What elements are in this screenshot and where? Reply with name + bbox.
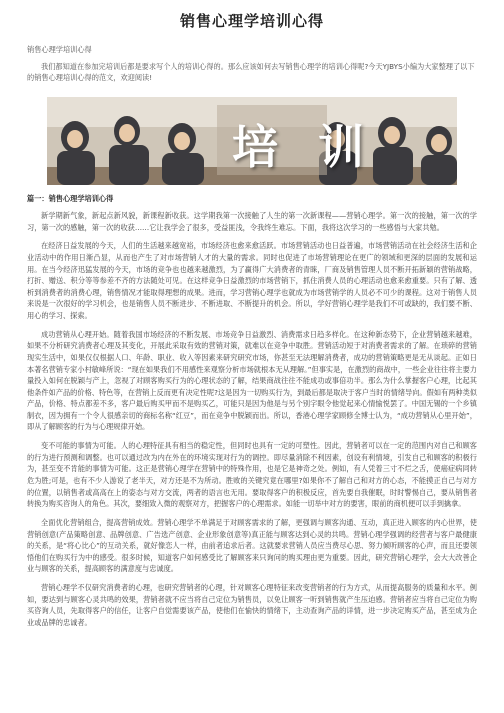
body-paragraphs	[27, 210, 477, 629]
body-paragraph: 营销心理学不仅研究消费者的心理，也研究营销者的心理，针对顾客心理特征来改变营销者的行为方式，从而提高服务的质量和水平。例如，要达到与顾客心灵共鸣的效果，营销者就不应当将自己定位为销售员，以免让顾客一听到销售就产生压迫感。营销者应当将自己定位为购买咨询人员，先取得客户的信任，让客户自觉需要该产品，使他们在愉快的情绪下，主动查询产品的详情，进一步决定购买产品，甚至成为企业或品牌的忠诚者。	[27, 583, 477, 627]
body-paragraph: 成功营销从心理开始。随着我国市场经济的不断发展、市场竞争日益激烈、消费需求日趋多样化。在这种新态势下，企业营销越来越难，如果不分析研究消费者心理及其变化，开展此采取有效的营销对策，就难以在竞争中取胜。营销活动短于对消费者需求的了解。在琐碎的营销现实生活中，如果仅仅根据人口、年龄、职业、收入等因素来研究研究市场，你甚至无法理解消费者，成功的营销策略更是无从谈起。正如日本著名营销专家小村敏峰所说：“现在如果我们不用感性来观察分析市场就根本无从理解。”但事实是，在激烈的商战中，一些企业往往将主要力量投入如何在脱颖与产上，忽视了对顾客购买行为的心理状态的了解，结果商战往往不能成功或事倍功半。那么为什么掌握客户心理，比起其他条件如产品的价格、特色等，在营销上反而更有决定性呢?这是因为一切购买行为，到最后都是取决于客户当时的情绪导向。假如有两种类似产品，价格、特点都差不多，客户最后购买甲而不是购买乙，可能只是因为他是与另个别字眼令他觉起来心情愉悦罢了。中国无锡的一个乡镇制衣，因为拥有一个令人很感亲切的商标名称“红豆”，而在竞争中脱颖而出。所以，香港心理学家顾修全博士认为，“成功营销从心里开始”，即从了解顾客的行为与心理规律开始。	[27, 329, 477, 432]
body-paragraph: 变不可能的事情为可能。人的心理特征具有相当的稳定性，但同时也具有一定的可塑性。因此，营销者可以在一定的范围内对自己和顾客的行为进行预测和调整。也可以通过改为内在外在的环境实现对行为的调控。即尽量消除不利因素，创设有利情境，引发自己和顾客的积极行为，甚至变不肯能的事情为可能。这正是营销心理学在营销中的特殊作用，也是它是神奇之处。例如，有人凭着三寸不烂之舌，使癌症病同转危为胜;可是，也有不少人游说了老半天，对方还是不为所动。胜败的关键究竟在哪里?如果你不了解自己和对方的心态，不能摸正自己与对方的位置，以销售者或高高在上的姿态与对方交流，两者的语言也无用。要取得客户的积极反应，首先要自我催眠，时时警惕自己，要从销售者转换为购买咨询人的角色。其次，要细致入微的观察对方，把握客户的心理需求。如能一切举中对方的要害，眼前的商机便可以手到擒拿。	[27, 441, 477, 509]
section-heading: 篇一：销售心理学培训心得	[27, 194, 114, 203]
body-paragraph: 全面优化营销组合，提高营销成效。营销心理学不单满足于对顾客需求的了解，更强调与顾客沟通、互动，真正进入顾客的内心世界，使营销创意(产品策略创意、品牌创意、广告选产创意、企业形象创意等)真正能与顾客达到心灵的共鸣。营销心理学强调的经营者与客户最健康的关系，是“将心比心”的互动关系，就好像恋人一样，由前者追求后者。这就要求营销人员应当费尽心思、努力倾听顾客的心声，而且还要领悟他们在购买行为中的感受。很多时候，知道客户如何感受比了解顾客来只询问的购买理由更为重要。因此，研究营销心理学，会大大改善企业与顾客的关系，提高顾客的满意度与忠诚度。	[27, 518, 477, 574]
body-paragraph: 在经济日益发展的今天，人们的生活越来越宽裕，市场经济也愈来愈活跃。市场营销活动也日益普遍，市场营销活动在社会经济生活和企业活动中的作用日渐凸显，从而也产生了对市场营销人才的大量的需求。同时也促进了市场营销理论在更广的领域和更深的层面的发展和运用。在当今经济迅猛发展的今天，市场的竞争也也越来越激烈，为了赢得广大消费者的青睐，厂商及销售管理人员不断开拓新颖的营销战略，打折、赠送、积分等等参差不齐的方法随处可见。在这样竞争日益激烈的市场营销下，抓住消费人员的心理活动也愈来愈重要。只有了解、透析到消费者的消费心理，销售情况才能取得理想的成果。进而，学习营销心理学也就成为市场营销学的人员必不可少的课程。这对于销售人员来说是一次很好的学习机会，也是销售人员不断进步、不断进取、不断提升的机会。所以，学好营销心理学是我们不可或缺的，我们要不断、用心的学习、探索。	[27, 241, 477, 320]
document-subtitle: 销售心理学培训心得	[27, 45, 92, 54]
body-paragraph: 新学期新气象，新起点新风貌，新课程新收获。这学期我第一次接触了人生的第一次新课程——营销心理学。第一次的接触，第一次的学习，第一次的感触，第一次的收获……它让我学会了很多，受益匪浅，令我终生难忘。下面，我将这次学习的一些感悟与大家共勉。	[27, 211, 477, 232]
banner-word: 培 训	[232, 120, 377, 174]
training-banner-image	[47, 97, 457, 185]
intro-paragraph: 我们都知道在参加完培训后都是要求写个人的培训心得的。那么应该如何去写销售心理学的培训心得呢?今天YJBYS小编为大家整理了以下的销售心理培训心得的范文，欢迎阅读!	[27, 62, 475, 82]
page-title: 销售心理学培训心得	[179, 12, 324, 30]
